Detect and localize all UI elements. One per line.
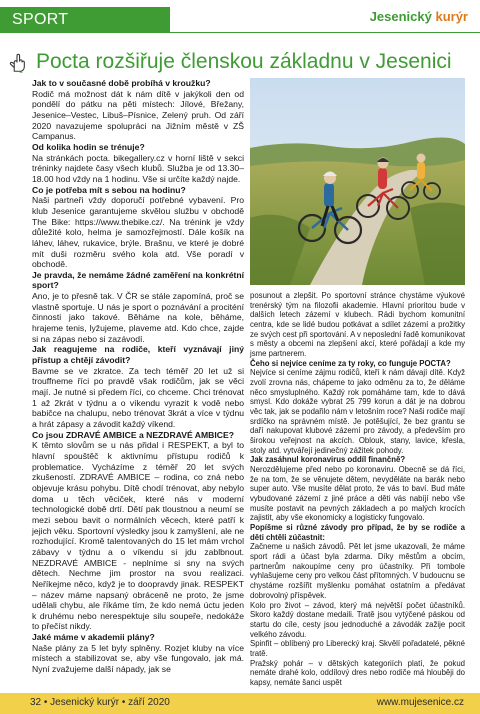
article-column-left	[32, 78, 244, 675]
pointing-hand-icon	[6, 52, 28, 74]
section-label: SPORT	[0, 7, 170, 33]
magazine-name-part2: kurýr	[435, 9, 468, 24]
answer-paragraph: Pražský pohár – v dětských kategoriích platí, že pokud nemáte drahé kolo, oddílový dres nebo rodiče má hlouběji do kapsy, nemáte šanci uspět	[250, 658, 465, 687]
photo-illustration	[250, 78, 465, 285]
question-heading: Co jsou ZDRAVÉ AMBICE a NEZDRAVÉ AMBICE?	[32, 429, 234, 440]
answer-paragraph: Ano, je to přesně tak. V ČR se stále zapomíná, proč se vlastně sportuje. U nás je sport o poznávání a prociténí činnosti jako takové. Běháme na kole, běháme, hrajeme tenis, lyžujeme, plaveme atd. Kdo chce, zajde si na zápas nebo si zazávodí.	[32, 291, 244, 344]
question-heading: Jak zasáhnul koronavirus oddíl finančně?	[250, 455, 406, 465]
question-heading: Je pravda, že nemáme žádné zaměření na konkrétní sport?	[32, 269, 244, 291]
answer-paragraph: posunout a zlepšit. Po sportovní stránce chystáme výukové trenérský tým na filozofii akademie. Hlavní prioritou bude v dalších letech zázemí v klubech. Rádi bychom komunitní centra, kde se lidé budou potkávat a sdílet zázemí a prožitky ze svých cest při sportování. A v neposlední řadě komunikovat s městy a obcemi na zlepšení akcí, které pořádají a kde my jsme partnerem.	[250, 291, 465, 359]
article-column-right	[250, 291, 465, 688]
question-heading: Jaké máme v akademii plány?	[32, 632, 155, 643]
question-heading: Popíšme si různé závody pro případ, že by se rodiče a děti chtěli zúčastnit:	[250, 523, 465, 542]
question-heading: Jak reagujeme na rodiče, kteří vyznávají jiný přístup a chtějí závodit?	[32, 344, 244, 366]
page-header	[0, 0, 480, 38]
answer-paragraph: Rodič má možnost dát k nám dítě v jakýkoli den od pondělí do pátku na pěti místech: Jílové, Břežany, Jesenice–Vestec, Libuš–Písnice, Zelený pruh. Od září 2020 navazujeme spolupráci na Jižním městě v ZŠ Campanus.	[32, 88, 244, 142]
answer-paragraph: Na stránkách pocta. bikegallery.cz v horní liště v sekci tréninky najdete časy všech klubů. Služba je od 13.30–18.00 hod vždy na 1 hodinu. Vše si určíte každý najde.	[32, 152, 244, 184]
footer-issue-info: 32 • Jesenický kurýr • září 2020	[30, 697, 170, 708]
answer-paragraph: Začneme u našich závodů. Pět let jsme ukazovali, že máme sport rádi a účast byla zdarma. Díky městům a obcím, partnerům nakoupíme ceny pro účastníky. Při tombole vyhlašujeme ceny pro velkou část přítomných. V budoucnu se chystáme rozšířit myšlenku pomáhat ostatním a předávat dobrovolný příspěvek.	[250, 542, 465, 600]
answer-paragraph: Naši partneři vždy doporučí potřebné vybavení. Pro klub Jesenice garantujeme skvělou službu v obchodě The Bike: https://www.thebike.cz/. Na trénink je vždy důležité kolo, helma je samozřejmostí. Dále košík na láhev, láhev, rukavice, brýle. Brašnu, ve které je dobré mít duši rozměru svého kola atd. Vše poradí v obchodě.	[32, 195, 244, 270]
question-heading: Čeho si nejvíce ceníme za ty roky, co funguje POCTA?	[250, 358, 451, 368]
question-heading: Jak to v současné době probíhá v kroužku?	[32, 78, 211, 88]
answer-paragraph: Nejvíce si ceníme zájmu rodičů, kteří k nám dávají dítě. Když zvolí zrovna nás, chápeme to jako odměnu za to, že děláme něco smysluplného. Každý rok pomáháme tam, kde to dává smysl. Kdo dokáže vybrat 25 799 korun a dát je na dobrou věc tak, jak se podařilo nám v letošním roce? Naši rodiče mají srdíčko na správném místě. Je potěšující, že bez grantu se daří nakupovat klubové zázemí pro závody, a především pro širokou veřejnost na akcích. Oblouk, stany, lavice, křesla, stoly atd. vytvářejí jedinečný zážitek pohody.	[250, 368, 465, 455]
answer-paragraph: K těmto slovům se u nás přidal i RESPEKT, a byl to hlavní spouštěč k aktivnímu přístupu rodičů k problematice. Vycházíme z téměř 20 let svých zkušeností. ZDRAVÉ AMBICE – rodina, co zná nebo objevuje krásu pohybu. Dítě chodí trénovat, aby nebylo doma u těch věciček, které nás v moderní technologické době drtí. Dětí pak tloustnou a neumí se mezi sebou bavit o normálních věcech, které patří k jejich věku. Sportovní výsledky jsou k zamyšlení, ale ne rozhodující. Kromě talentovaných do 15 let mám vrchol zábavy v týdnu a o víkendu si jdu zablbnout. NEZDRAVÉ AMBICE - neplníme si sny na svých dětech. Nechme jim prostor na svou realizaci. Neříkejme něco, když je to doopravdy jinak. RESPEKT – název máme napsaný obráceně ne proto, že jsme udělali chybu, ale říkáme tím, že kdo nemá úctu jeden k druhému nebo nerespektuje silu soupeře, nedokáže to přečíst nikdy.	[32, 440, 244, 632]
article-title-row	[6, 49, 476, 75]
footer-website: www.mujesenice.cz	[376, 697, 464, 708]
magazine-name	[370, 9, 468, 24]
question-heading: Od kolika hodin se trénuje?	[32, 141, 145, 152]
children-cycling-photo	[250, 78, 465, 285]
magazine-name-part1: Jesenický	[369, 9, 436, 24]
article-title: Pocta rozšiřuje členskou základnu v Jesenici	[36, 50, 452, 73]
question-heading: Co je potřeba mít s sebou na hodinu?	[32, 184, 186, 195]
answer-paragraph: Nerozdělujeme před nebo po koronaviru. Obecně se dá říci, že na tom, že se věnujete dětem, nevyděláte na barák nebo super auto. Vše musíte dělat proto, že vás to baví. Bud máte vybudované zázemí z jiné práce a děti vás nabíjí nebo vše musíte postavit na pevných základech a po malých krocích zajistit, aby vše ekonomicky a logisticky fungovalo.	[250, 465, 465, 523]
answer-paragraph: Kolo pro život – závod, který má největší počet účastníků. Skoro každý dostane medaili. Tratě jsou vytýčené páskou od startu do cíle, cesty jsou jednoduché a závodák zažije pocit velkého závodu.	[250, 600, 465, 639]
page-footer	[0, 693, 480, 714]
header-rule	[170, 32, 480, 33]
answer-paragraph: Bavme se ve zkratce. Za tech téměř 20 let už si trouffneme říci po pravdě však rodičům, jak se věci mají. Je nutné si předem říci, co chceme. Chci trénovat 1 až 2krát v týdnu a o víkendu vyrazit k vodě nebo babičce na chalupu, nebo trénovat 3krát a více v týdnu a hrát zápasy a závodit každý víkend.	[32, 365, 244, 429]
answer-paragraph: Naše plány za 5 let byly splněny. Rozjet kluby na více místech a stabilizovat se, aby vše fungovalo, jak má. Nyní zvažujeme další nápady, jak se	[32, 642, 244, 675]
answer-paragraph: Spinfit – oblíbený pro Liberecký kraj. Skvělí pořadatelé, pěkné tratě.	[250, 639, 465, 658]
